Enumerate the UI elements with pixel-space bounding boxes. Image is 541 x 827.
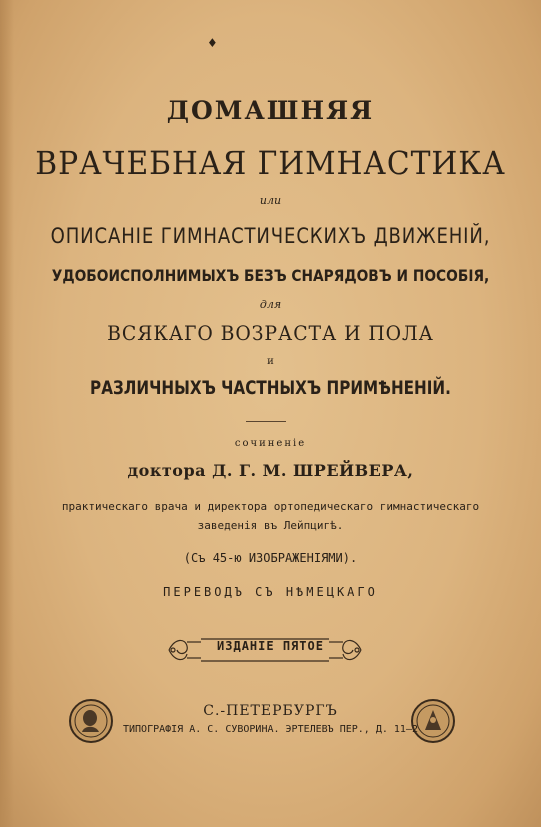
author-description-line-1: практическаго врача и директора ортопедическаго гимнастическаго — [61, 500, 480, 513]
subtitle-line-2: УДОБОИСПОЛНИМЫХЪ БЕЗЪ СНАРЯДОВЪ И ПОСОБІЯ, — [51, 266, 490, 285]
conjunction-i: и — [267, 356, 274, 367]
divider-rule — [246, 421, 286, 422]
printer-imprint: ТИПОГРАФІЯ А. С. СУВОРИНА. ЭРТЕЛЕВЪ ПЕР., Д. 11—2 — [122, 724, 418, 735]
edition-label: ИЗДАНІЕ ПЯТОЕ — [217, 639, 324, 653]
author-name: доктора Д. Г. М. ШРЕЙВЕРА, — [127, 461, 414, 480]
subtitle-line-3: ВСЯКАГО ВОЗРАСТА И ПОЛА — [107, 321, 434, 345]
illustrations-note: (Съ 45-ю ИЗОБРАЖЕНІЯМИ). — [183, 551, 358, 565]
title-line-1: ДОМАШНЯЯ — [166, 96, 375, 125]
conjunction-dlya: для — [259, 298, 282, 311]
top-ornament-mark: ♦ — [207, 36, 218, 50]
publication-city: С.-ПЕТЕРБУРГЪ — [203, 703, 338, 719]
work-label: сочиненіе — [234, 438, 307, 449]
conjunction-ili: или — [259, 194, 282, 207]
author-description-line-2: заведенія въ Лейпцигѣ. — [197, 519, 344, 532]
title-line-2: ВРАЧЕБНАЯ ГИМНАСТИКА — [35, 144, 506, 182]
subtitle-line-1: ОПИСАНІЕ ГИМНАСТИЧЕСКИХЪ ДВИЖЕНІЙ, — [50, 224, 491, 248]
translation-note: ПЕРЕВОДЪ СЪ НѢМЕЦКАГО — [163, 585, 378, 599]
subtitle-line-4: РАЗЛИЧНЫХЪ ЧАСТНЫХЪ ПРИМѢНЕНІЙ. — [90, 377, 451, 399]
